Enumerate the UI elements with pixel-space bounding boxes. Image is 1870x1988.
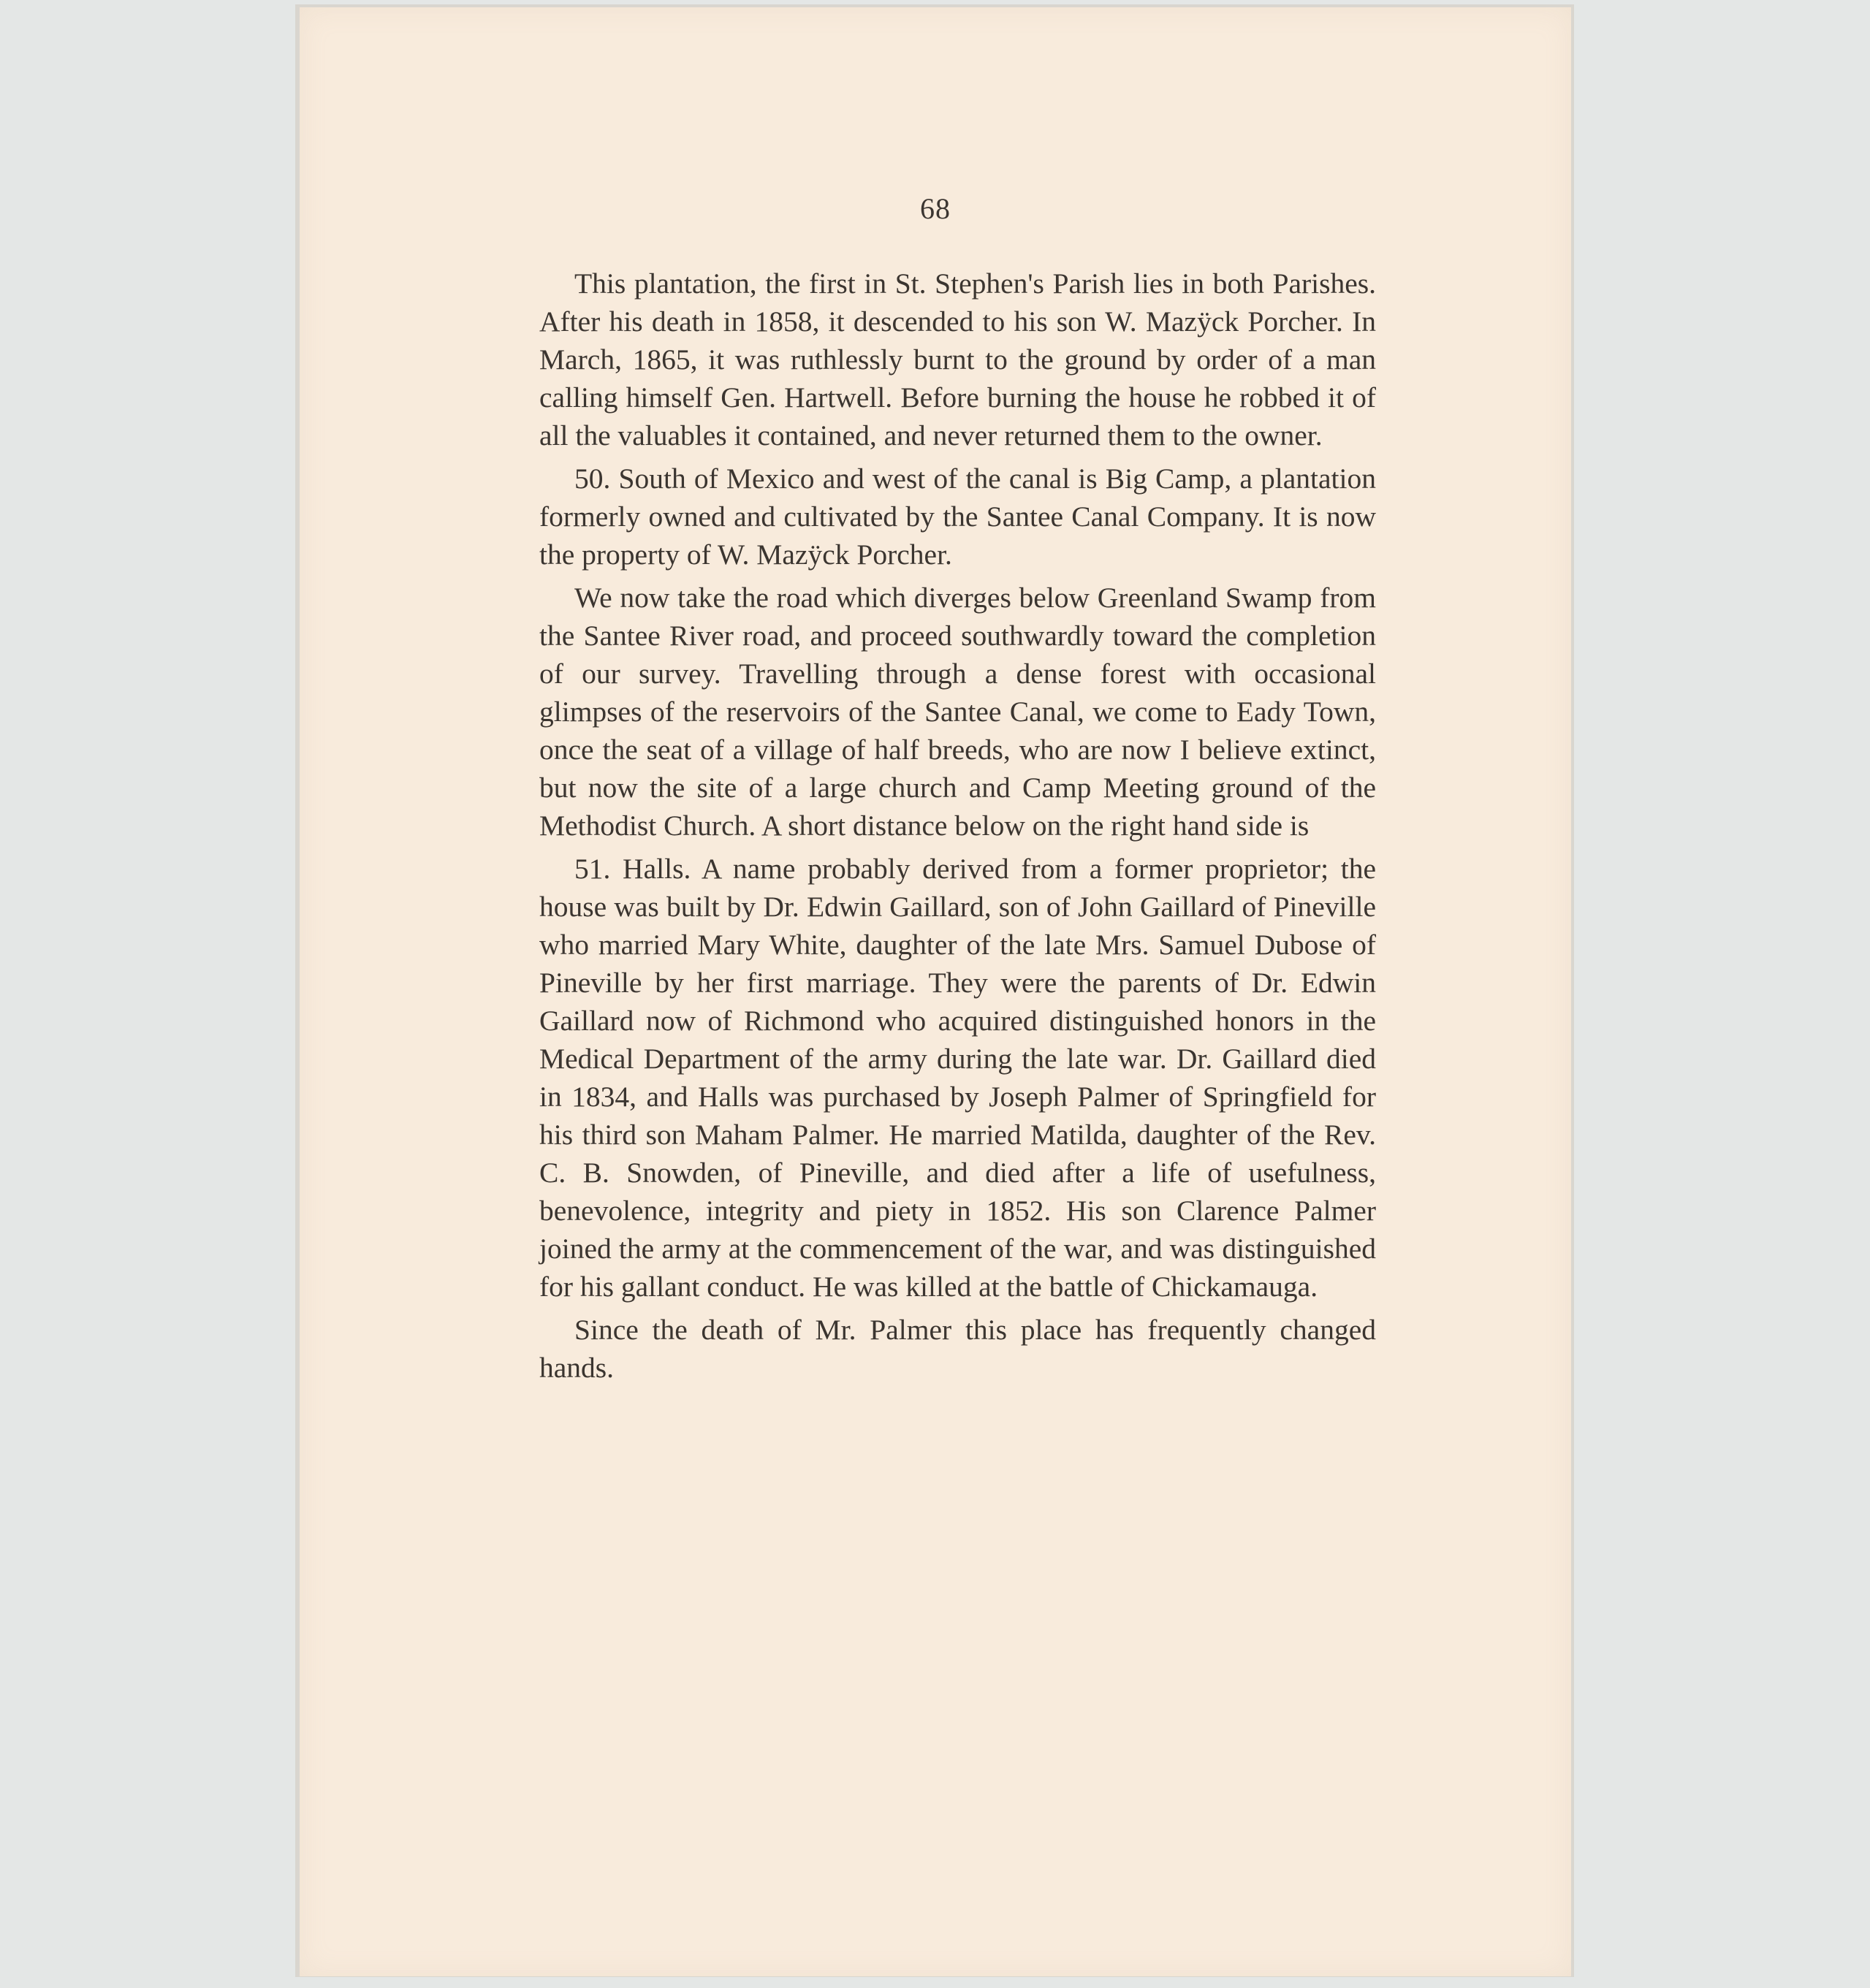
paragraph-plantation: This plantation, the first in St. Stephen's Parish lies in both Parishes. After his death in 1858, it descended to his son W. Mazÿck Porcher. In March, 1865, it was ruthlessly burnt to the ground by order of a man calling himself Gen. Hartwell. Before burning the house he robbed it of all the valuables it contained, and never returned them to the owner. — [539, 267, 1376, 452]
paragraph-changed-hands: Since the death of Mr. Palmer this place has frequently changed hands. — [539, 1314, 1376, 1384]
book-page — [300, 7, 1571, 1976]
paragraph-halls: 51. Halls. A name probably derived from a former proprietor; the house was built by Dr. Edwin Gaillard, son of John Gaillard of Pineville who married Mary White, daughter of the late Mrs. Samuel Dubose of Pineville by her first marriage. They were the parents of Dr. Edwin Gaillard now of Richmond who acquired distinguished honors in the Medical Department of the army during the late war. Dr. Gaillard died in 1834, and Halls was purchased by Joseph Palmer of Springfield for his third son Maham Palmer. He married Matilda, daughter of the Rev. C. B. Snowden, of Pineville, and died after a life of usefulness, benevolence, integrity and piety in 1852. His son Clarence Palmer joined the army at the commencement of the war, and was distinguished for his gallant conduct. He was killed at the battle of Chickamauga. — [539, 853, 1376, 1303]
paragraph-big-camp: 50. South of Mexico and west of the canal is Big Camp, a plantation formerly owned and cultivated by the Santee Canal Company. It is now the property of W. Mazÿck Porcher. — [539, 462, 1376, 571]
paragraph-eady-town: We now take the road which diverges below Greenland Swamp from the Santee River road, and proceed southwardly toward the completion of our survey. Travelling through a dense forest with occasional glimpses of the reservoirs of the Santee Canal, we come to Eady Town, once the seat of a village of half breeds, who are now I believe extinct, but now the site of a large church and Camp Meeting ground of the Methodist Church. A short distance below on the right hand side is — [539, 582, 1376, 842]
page-number: 68 — [920, 192, 951, 225]
page-body — [539, 264, 1376, 1392]
